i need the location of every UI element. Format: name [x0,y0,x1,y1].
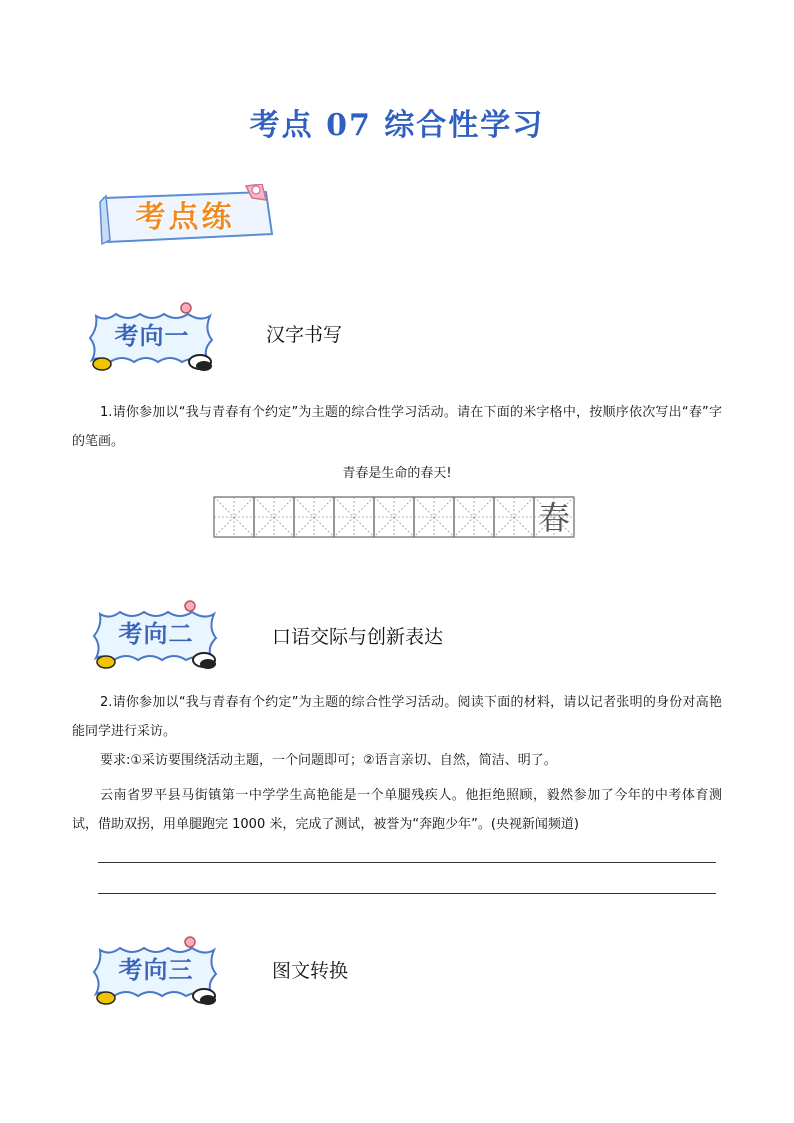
grid-cell[interactable] [334,497,374,537]
section-heading-1: 汉字书写 [266,324,343,346]
motto-text: 青春是生命的春天! [342,466,452,481]
answer-line-2[interactable] [98,893,716,894]
grid-cell[interactable] [214,497,254,537]
grid-cell[interactable] [454,497,494,537]
grid-cell[interactable] [534,497,574,537]
mizige-grid-svg [213,496,577,538]
mizige-grid [213,496,577,538]
badge-label: 考向三 [118,955,194,984]
practice-banner [96,184,282,250]
grid-cell[interactable] [414,497,454,537]
section-badge-3 [86,934,226,1010]
question-2-requirement: 要求:①采访要围绕活动主题，一个问题即可；②语言亲切、自然，简洁、明了。 [100,753,557,768]
badge-label: 考向一 [114,321,190,350]
answer-line-1[interactable] [98,862,716,863]
grid-sample-char: 春 [537,499,571,537]
section-heading-2: 口语交际与创新表达 [272,626,444,648]
grid-cell[interactable] [494,497,534,537]
question-2-text: 2.请你参加以“我与青春有个约定”为主题的综合性学习活动。阅读下面的材料，请以记者张明的身份对高艳能同学进行采访。 [72,695,722,739]
badge-label: 考向二 [118,619,194,648]
grid-cell[interactable] [254,497,294,537]
grid-cell[interactable] [294,497,334,537]
section-heading-3: 图文转换 [272,960,349,982]
page-title: 考点 07 综合性学习 [249,108,545,143]
section-badge-2 [86,598,226,674]
banner-label: 考点练 [135,200,235,235]
question-2-material: 云南省罗平县马街镇第一中学学生高艳能是一个单腿残疾人。他拒绝照顾，毅然参加了今年的中考体育测试，借助双拐，用单腿跑完 1000 米，完成了测试，被誉为“奔跑少年”。(央视新闻频道) [72,788,722,832]
grid-cell[interactable] [374,497,414,537]
section-badge-1 [82,300,222,376]
question-1-text: 1.请你参加以“我与青春有个约定”为主题的综合性学习活动。请在下面的米字格中，按顺序依次写出“春”字的笔画。 [72,405,722,449]
